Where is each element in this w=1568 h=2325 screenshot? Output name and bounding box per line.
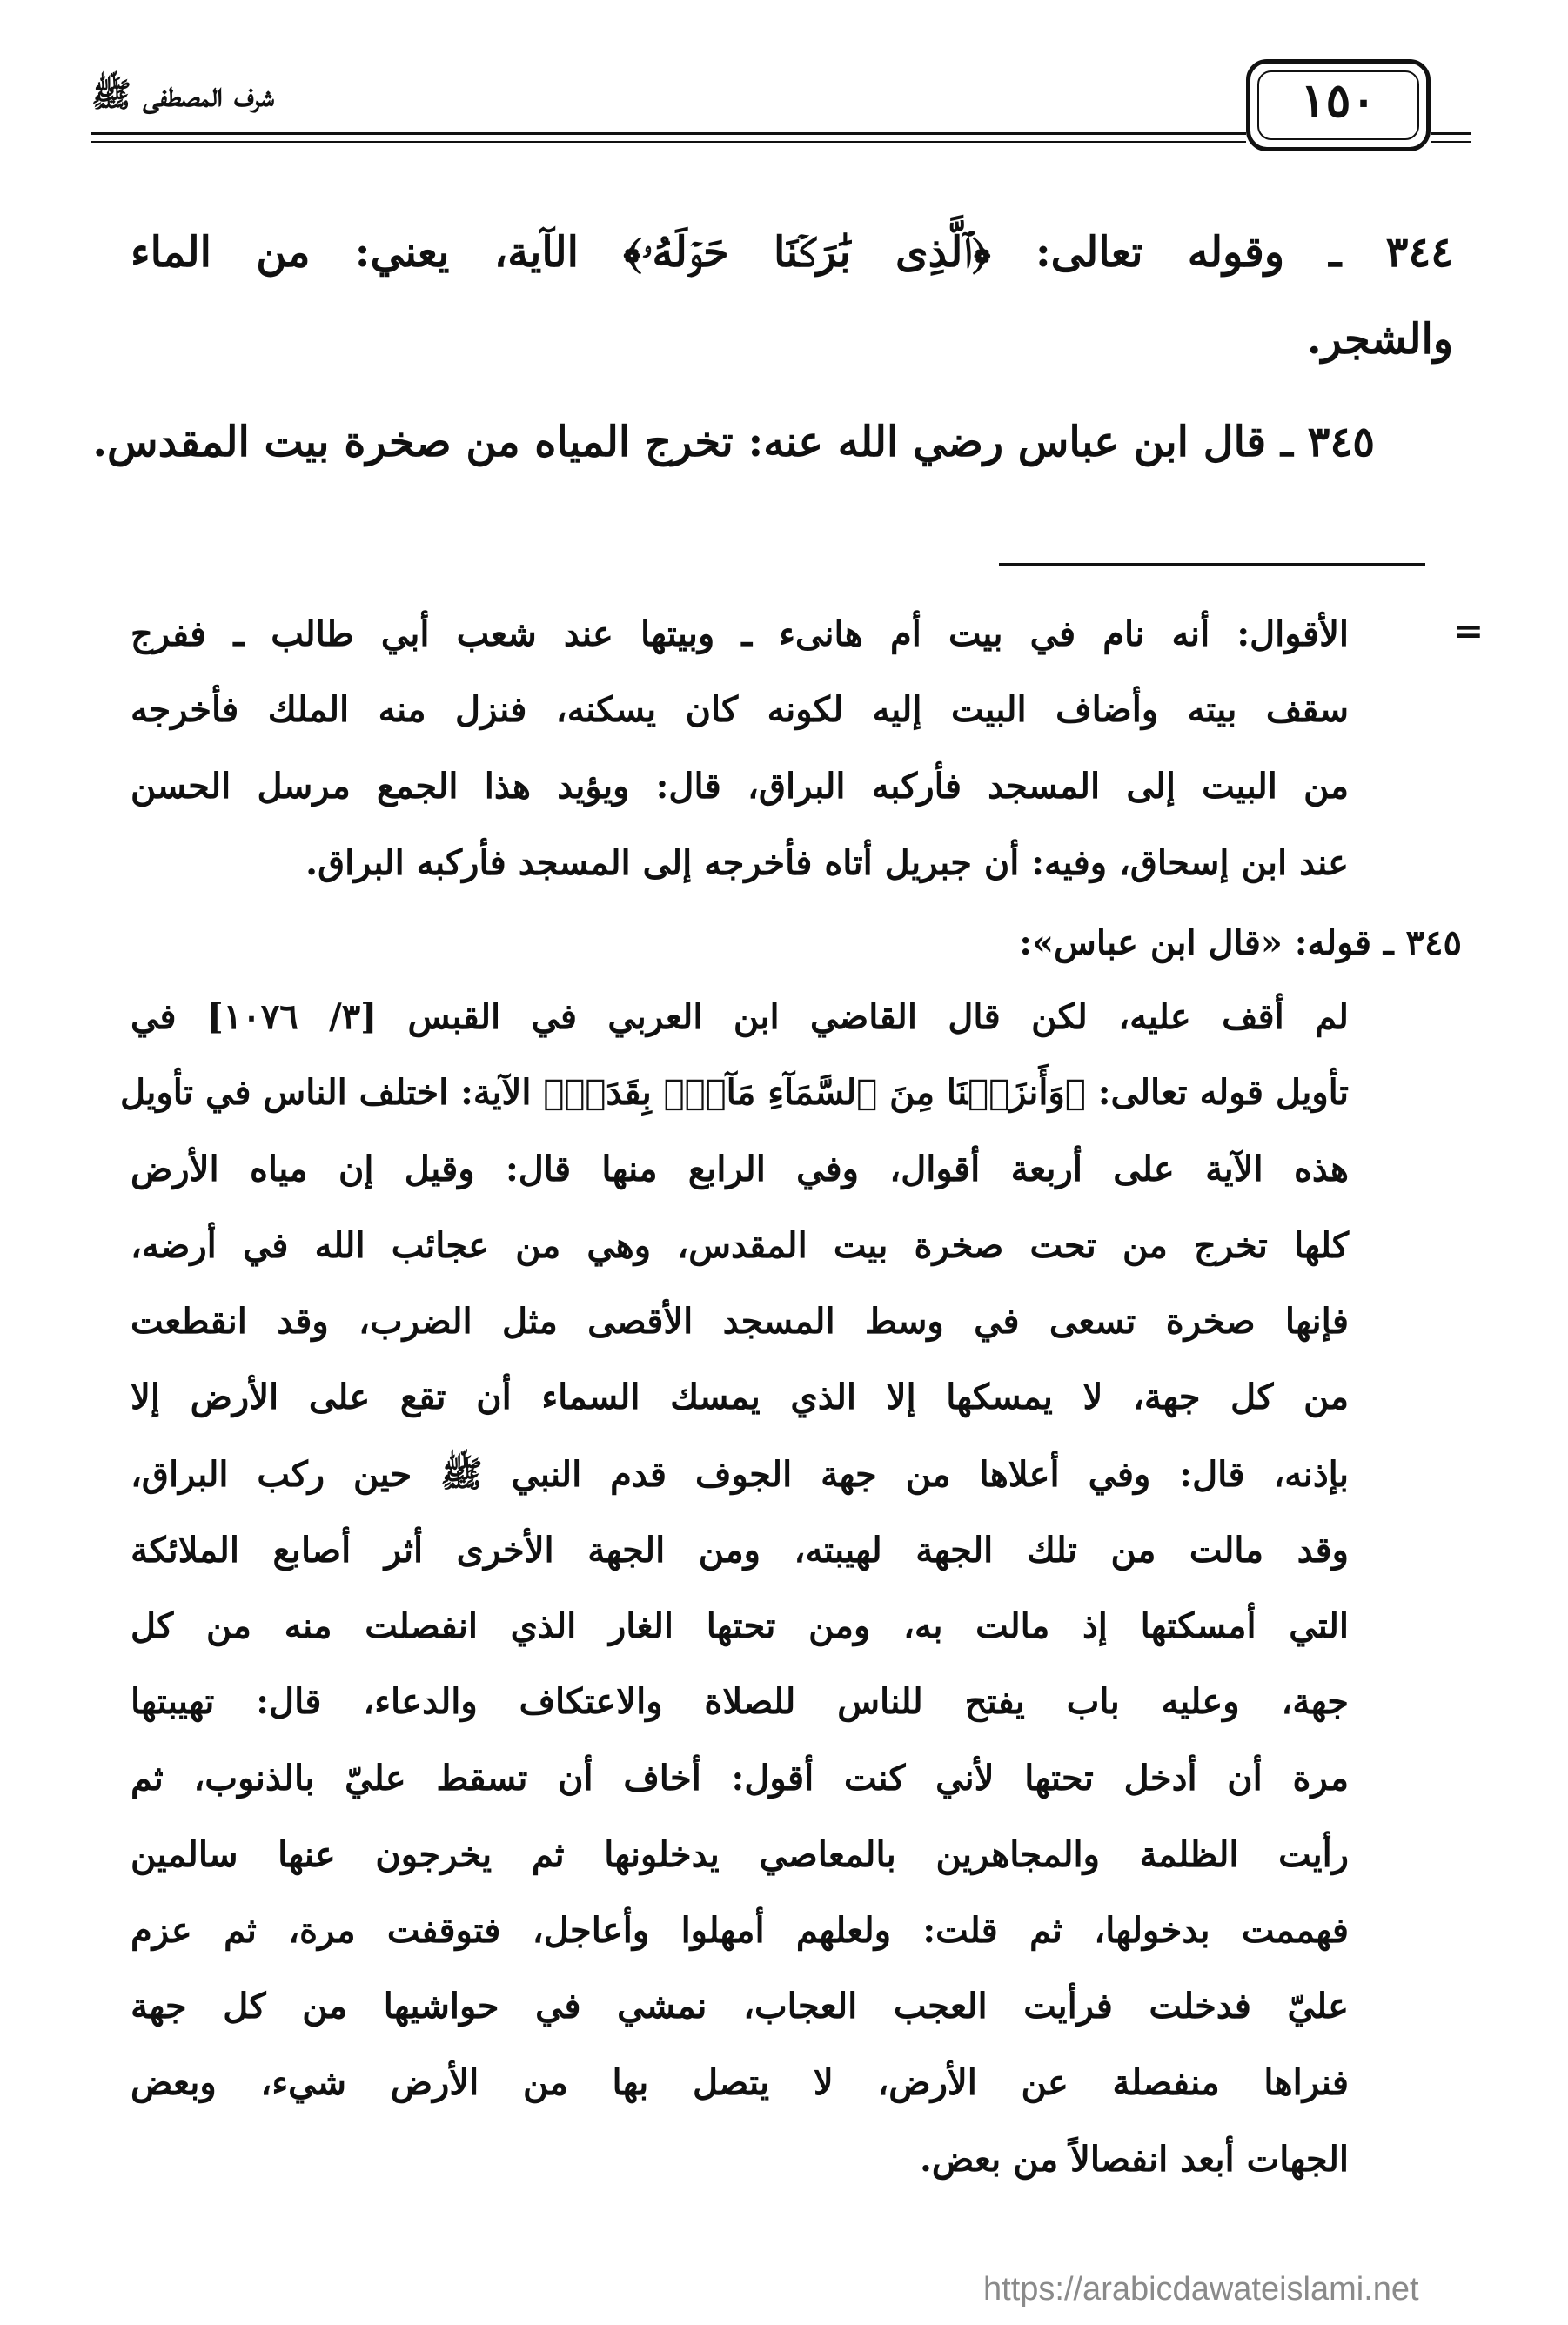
footnote-line: الجهات أبعد انفصالاً من بعض. <box>919 2139 1349 2180</box>
footnote-line: فهممت بدخولها، ثم قلت: ولعلهم أمهلوا وأعاجل، فتوقفت مرة، ثم عزم <box>131 1910 1349 1951</box>
footnote-line: عليّ فدخلت فرأيت العجب العجاب، نمشي في حواشيها من كل جهة <box>131 1986 1349 2027</box>
footnote-line: عند ابن إسحاق، وفيه: أن جبريل أتاه فأخرجه إلى المسجد فأركبه البراق. <box>305 842 1349 883</box>
footnote-line: الأقوال: أنه نام في بيت أم هانىء ـ وبيتها عند شعب أبي طالب ـ ففرج <box>131 613 1349 654</box>
footnote-heading: ٣٤٥ ـ قوله: «قال ابن عباس»: <box>1019 922 1462 963</box>
footnote-line: التي أمسكتها إذ مالت به، ومن تحتها الغار الذي انفصلت منه من كل <box>131 1605 1349 1646</box>
footnote-line: جهة، وعليه باب يفتح للناس للصلاة والاعتكاف والدعاء، قال: تهيبتها <box>131 1681 1349 1722</box>
footnote-line: بإذنه، قال: وفي أعلاها من جهة الجوف قدم النبي ﷺ حين ركب البراق، <box>131 1454 1349 1495</box>
footnote-line: من كل جهة، لا يمسكها إلا الذي يمسك السماء أن تقع على الأرض إلا <box>131 1377 1349 1417</box>
footnote-line: رأيت الظلمة والمجاهرين بالمعاصي يدخلونها ثم يخرجون عنها سالمين <box>131 1834 1349 1875</box>
header-rule-right-bottom <box>1431 141 1471 143</box>
footnote-line: من البيت إلى المسجد فأركبه البراق، قال: ويؤيد هذا الجمع مرسل الحسن <box>131 766 1349 807</box>
footnote-line: كلها تخرج من تحت صخرة بيت المقدس، وهي من عجائب الله في أرضه، <box>131 1225 1349 1266</box>
header-rule-left-top <box>91 132 1246 135</box>
header-rule-right-top <box>1431 132 1471 135</box>
source-watermark: https://arabicdawateislami.net <box>983 2271 1419 2308</box>
footnote-line: لم أقف عليه، لكن قال القاضي ابن العربي في القبس [٣/ ١٠٧٦] في <box>131 996 1349 1037</box>
header-rule-left-bottom <box>91 141 1246 143</box>
footnote-continuation-mark: = <box>1453 609 1484 652</box>
page-number-frame <box>1246 59 1431 151</box>
footnote-line: فإنها صخرة تسعى في وسط المسجد الأقصى مثل الضرب، وقد انقطعت <box>131 1301 1349 1342</box>
footnote-line: وقد مالت من تلك الجهة لهيبته، ومن الجهة الأخرى أثر أصابع الملائكة <box>131 1530 1349 1571</box>
main-text-line: ٣٤٥ ـ قال ابن عباس رضي الله عنه: تخرج المياه من صخرة بيت المقدس. <box>92 418 1375 466</box>
main-text-line: ٣٤٤ ـ وقوله تعالى: ﴿ٱلَّذِى بَٰرَكۡنَا حَوۡلَهُۥ﴾ الآية، يعني: من الماء <box>131 228 1453 277</box>
footnote-separator <box>999 563 1425 566</box>
page-number: ١٥٠ <box>1300 72 1377 128</box>
footnote-line: تأويل قوله تعالى: ﴿وَأَنزَلۡنَا مِنَ ٱلسَّمَآءِ مَآءَۢ بِقَدَرٖ﴾ الآية: اختلف الناس في تأويل <box>119 1072 1349 1113</box>
footnote-line: سقف بيته وأضاف البيت إليه لكونه كان يسكنه، فنزل منه الملك فأخرجه <box>131 689 1349 730</box>
footnote-line: مرة أن أدخل تحتها لأني كنت أقول: أخاف أن تسقط عليّ بالذنوب، ثم <box>131 1758 1349 1799</box>
footnote-line: فنراها منفصلة عن الأرض، لا يتصل بها من الأرض شيء، وبعض <box>131 2062 1349 2103</box>
footnote-line: هذه الآية على أربعة أقوال، وفي الرابع منها قال: وقيل إن مياه الأرض <box>131 1149 1349 1189</box>
main-text-line: والشجر. <box>1306 315 1453 364</box>
book-title: شرف المصطفى ﷺ <box>91 75 274 114</box>
